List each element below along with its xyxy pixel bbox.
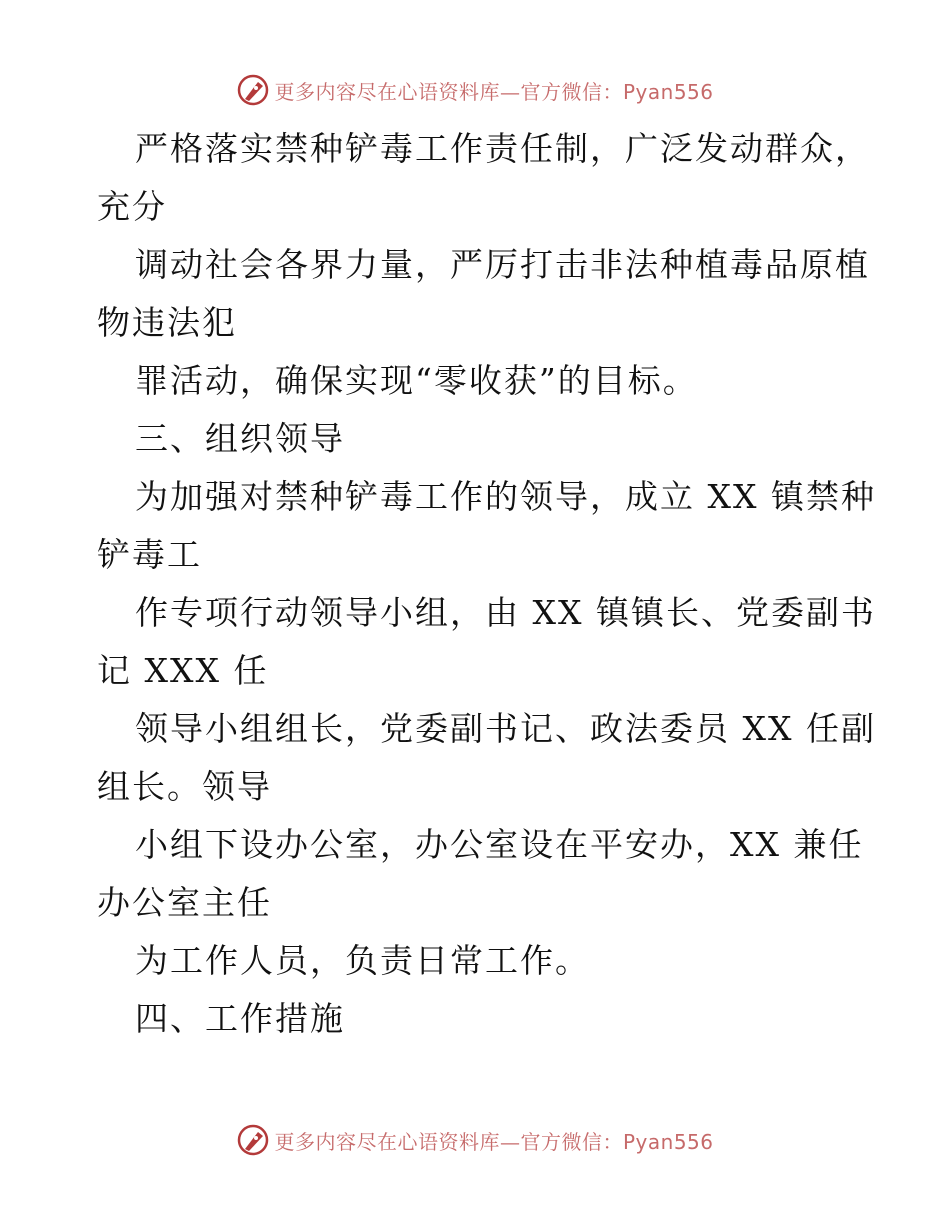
paragraph-line-continued: 办公室主任 bbox=[97, 883, 272, 922]
footer-watermark bbox=[0, 1120, 950, 1160]
paragraph-line-continued: 组长。领导 bbox=[97, 767, 272, 806]
watermark-text: 更多内容尽在心语资料库—官方微信：Pyan556 bbox=[274, 79, 714, 104]
section-heading-organization: 三、组织领导 bbox=[135, 419, 345, 458]
watermark-text: 更多内容尽在心语资料库—官方微信：Pyan556 bbox=[274, 1129, 714, 1154]
pen-nib-logo-icon bbox=[236, 1123, 270, 1157]
paragraph-line: 调动社会各界力量，严厉打击非法种植毒品原植 bbox=[135, 245, 870, 284]
paragraph-line: 严格落实禁种铲毒工作责任制，广泛发动群众， bbox=[135, 129, 870, 168]
header-watermark bbox=[0, 70, 950, 110]
paragraph-line-continued: 充分 bbox=[97, 187, 167, 226]
paragraph-line: 为加强对禁种铲毒工作的领导，成立 XX 镇禁种 bbox=[135, 477, 876, 516]
document-body bbox=[97, 120, 876, 1048]
paragraph-line-continued: 铲毒工 bbox=[97, 535, 202, 574]
pen-nib-logo-icon bbox=[236, 73, 270, 107]
paragraph-line-continued: 物违法犯 bbox=[97, 303, 237, 342]
paragraph-line: 为工作人员，负责日常工作。 bbox=[135, 941, 590, 980]
paragraph-line: 作专项行动领导小组，由 XX 镇镇长、党委副书 bbox=[135, 593, 876, 632]
paragraph-line-continued: 记 XXX 任 bbox=[97, 651, 269, 690]
paragraph-line: 罪活动，确保实现“零收获”的目标。 bbox=[135, 361, 698, 400]
paragraph-line: 小组下设办公室，办公室设在平安办，XX 兼任 bbox=[135, 825, 864, 864]
paragraph-line: 领导小组组长，党委副书记、政法委员 XX 任副 bbox=[135, 709, 876, 748]
section-heading-measures: 四、工作措施 bbox=[135, 999, 345, 1038]
